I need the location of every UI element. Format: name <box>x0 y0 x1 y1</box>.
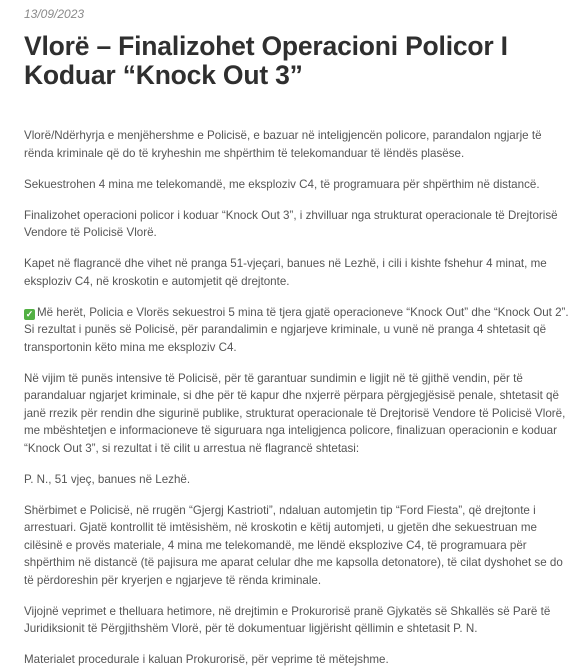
paragraph-investigation: Vijojnë veprimet e thelluara hetimore, në drejtimin e Prokurorisë pranë Gjykatës së Shkallës së Parë të Juridiksionit të Përgjithshëm Vlorë, për të dokumentuar ligjërisht qëllimin e shtetasit P. N. <box>24 604 551 635</box>
paragraph-previous-operations-text: Më herët, Policia e Vlorës sekuestroi 5 mina të tjera gjatë operacioneve “Knock Out” dhe “Knock Out 2”. Si rezultat i punës së Policisë, për parandalimin e ngjarjeve kriminale, u vunë në pranga 4 shtetasit që transportonin këto mina me eksploziv C4. <box>24 305 569 354</box>
paragraph-closing: Materialet procedurale i kaluan Prokurorisë, për veprime të mëtejshme. <box>24 653 389 666</box>
paragraph-suspect: P. N., 51 vjeç, banues në Lezhë. <box>24 472 191 486</box>
paragraph-previous-operations <box>24 304 571 357</box>
publish-date: 13/09/2023 <box>24 7 85 21</box>
paragraph-arrest: Kapet në flagrancë dhe vihet në pranga 51-vjeçari, banues në Lezhë, i cili i kishte fshehur 4 minat, me eksploziv C4, në kroskotin e automjetit që drejtonte. <box>24 257 547 288</box>
article-body <box>24 127 571 669</box>
article-title: Vlorë – Finalizohet Operacioni Policor I Koduar “Knock Out 3” <box>24 31 508 90</box>
paragraph-context: Në vijim të punës intensive të Policisë, për të garantuar sundimin e ligjit në të gjithë vendin, për të parandaluar ngjarjet kriminale, si dhe për të kapur dhe nxjerrë përpara përgjegjësisë penale, shtetasit që janë rrezik për rendin dhe sigurinë publike, strukturat operacionale të Drejtorisë Vendore të Policisë Vlorë, me mbështetjen e informacioneve të siguruara nga inteligjenca policore, finalizuan operacionin e koduar “Knock Out 3”, si rezultat i të cilit u arrestua në flagrancë shtetasi: <box>24 371 566 455</box>
paragraph-intro: Vlorë/Ndërhyrja e menjëhershme e Policisë, e bazuar në inteligjencën policore, parandalon ngjarje të rënda kriminale që do të kryheshin me shpërthim të telekomanduar të lëndës plasëse. <box>24 129 542 160</box>
article <box>0 7 585 669</box>
check-mark-icon: ✓ <box>25 308 34 319</box>
paragraph-seizure: Sekuestrohen 4 mina me telekomandë, me eksploziv C4, të programuara për shpërthim në distancë. <box>24 177 540 191</box>
paragraph-operation: Finalizohet operacioni policor i koduar “Knock Out 3”, i zhvilluar nga strukturat operacionale të Drejtorisë Vendore të Policisë Vlorë. <box>24 208 558 239</box>
paragraph-details: Shërbimet e Policisë, në rrugën “Gjergj Kastrioti”, ndaluan automjetin tip “Ford Fiesta”, që drejtonte i arrestuari. Gjatë kontrollit të imtësishëm, në kroskotin e këtij automjeti, u gjetën dhe sekuestruan me cilësinë e provës materiale, 4 mina me telekomandë, me lëndë eksplozive C4, të programuara për shpërthim në distancë (të pajisura me aparat celular dhe me kapsolla detonatore), të cilat dyshohet se do të përdoreshin për kryerjen e ngjarjeve të rënda kriminale. <box>24 503 563 587</box>
